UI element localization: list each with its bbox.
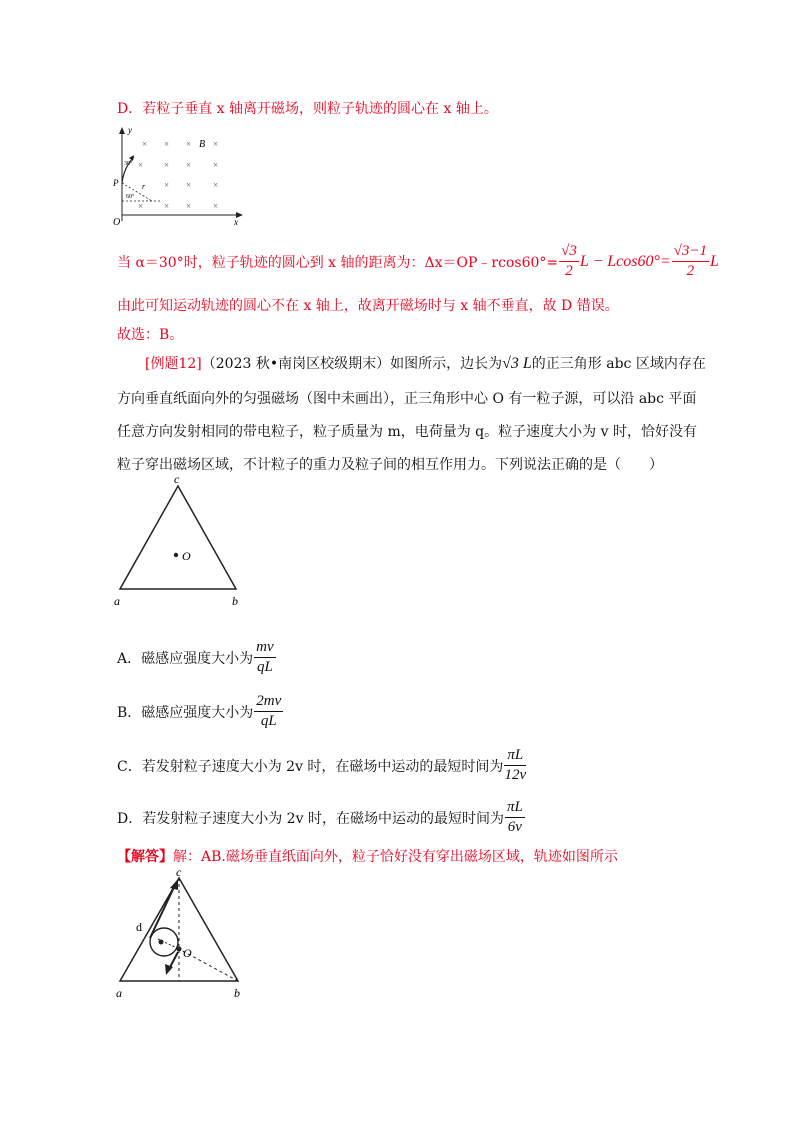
option-a-text: A．磁感应强度大小为 [117, 650, 254, 667]
option-c-fraction [504, 748, 526, 783]
option-a-fraction [254, 640, 276, 675]
field-cross: × [164, 139, 170, 149]
frac-numerator: πL [505, 800, 525, 818]
label-b: b [234, 986, 240, 1000]
field-cross: × [164, 160, 170, 170]
example-line-1-b: 的正三角形 abc 区域内存在 [531, 356, 706, 372]
field-cross: × [164, 201, 170, 211]
option-c-text: C．若发射粒子速度大小为 2v 时，在磁场中运动的最短时间为 [117, 758, 504, 775]
calc-prefix: 当 α＝30°时，粒子轨迹的圆心到 x 轴的距离为：Δx＝OP﹣rcos60°= [117, 254, 559, 271]
frac-denominator: 12v [504, 767, 527, 783]
frac-denominator: 2 [565, 263, 573, 279]
frac-numerator: √3−1 [672, 244, 709, 262]
field-cross: × [186, 139, 192, 149]
field-cross: × [186, 201, 192, 211]
fraction-sqrt3-over-2 [559, 244, 579, 279]
field-cross: × [142, 139, 148, 149]
label-d: d [136, 920, 142, 934]
frac-denominator: 2 [686, 263, 695, 279]
point-p-label: P [113, 178, 119, 188]
frac-numerator: πL [504, 748, 526, 766]
option-d-text: D．若发射粒子速度大小为 2v 时，在磁场中运动的最短时间为 [117, 810, 504, 827]
example-line-2: 方向垂直纸面向外的匀强磁场（图中未画出），正三角形中心 O 有一粒子源，可以沿 abc 平面 [117, 391, 697, 407]
label-c: c [174, 472, 180, 486]
field-cross: × [138, 160, 144, 170]
axis-y-label: y [128, 125, 132, 135]
option-d-fraction [505, 800, 525, 835]
calc-suffix: L [710, 252, 719, 270]
angle-60-label: 60° [126, 194, 135, 200]
option-b-text: B．磁感应强度大小为 [117, 704, 254, 721]
field-cross: × [138, 201, 144, 211]
answer-text: 故选：B。 [117, 327, 184, 343]
field-cross: × [213, 180, 219, 190]
example-tag: [例题12] [145, 356, 202, 372]
field-cross: × [213, 160, 219, 170]
frac-numerator: 2mv [254, 694, 283, 712]
frac-denominator: qL [256, 659, 273, 675]
frac-denominator: qL [260, 713, 277, 729]
trajectory-circle [150, 928, 178, 956]
option-c [117, 748, 527, 783]
example-line-1-a: （2023 秋•南岗区校级期末）如图所示，边长为 [201, 356, 503, 372]
solution-line [117, 846, 618, 866]
center-point [174, 553, 178, 557]
frac-numerator: √3 [559, 244, 579, 262]
option-a [117, 640, 277, 675]
trajectory-center [159, 940, 164, 945]
label-o: O [183, 946, 192, 960]
label-c: c [176, 865, 182, 879]
field-b-label: B [199, 139, 206, 150]
example-line-1 [145, 353, 706, 373]
axis-x-label: x [234, 217, 238, 227]
label-a: a [114, 594, 120, 608]
example-line-1-math: √3 L [502, 355, 532, 372]
option-d [117, 800, 526, 835]
option-d-prev: D．若粒子垂直 x 轴离开磁场，则粒子轨迹的圆心在 x 轴上。 [117, 101, 498, 117]
conclusion-text: 由此可知运动轨迹的圆心不在 x 轴上，故离开磁场时与 x 轴不垂直，故 D 错误。 [117, 298, 619, 314]
field-cross: × [164, 180, 170, 190]
field-cross: × [186, 180, 192, 190]
option-b [117, 694, 284, 729]
solution-figure [108, 866, 258, 1001]
label-b: b [232, 594, 238, 608]
frac-denominator: 6v [507, 819, 522, 835]
angle-30-label: 30° [124, 161, 133, 167]
radius-label: r [142, 182, 146, 191]
field-cross: × [213, 139, 219, 149]
field-cross: × [213, 201, 219, 211]
option-b-fraction [254, 694, 283, 729]
label-o: O [182, 549, 191, 563]
label-a: a [116, 986, 122, 1000]
origin-label: O [113, 217, 121, 228]
field-cross: × [186, 160, 192, 170]
frac-numerator: mv [254, 640, 276, 658]
example-line-3: 任意方向发射相同的带电粒子，粒子质量为 m，电荷量为 q。粒子速度大小为 v 时，恰好没有 [117, 424, 697, 440]
center-point [177, 947, 182, 952]
field-diagram [110, 125, 250, 228]
solution-text: 解：AB.磁场垂直纸面向外，粒子恰好没有穿出磁场区域，轨迹如图所示 [173, 849, 618, 865]
calculation-line [117, 244, 719, 279]
triangle-figure [108, 474, 258, 609]
example-line-4: 粒子穿出磁场区域，不计粒子的重力及粒子间的相互作用力。下列说法正确的是（ ） [117, 457, 663, 473]
fraction-sqrt3-minus-1-over-2 [672, 244, 709, 279]
calc-mid: L − Lcos60°= [579, 252, 671, 270]
solution-tag: 【解答】 [117, 849, 173, 865]
